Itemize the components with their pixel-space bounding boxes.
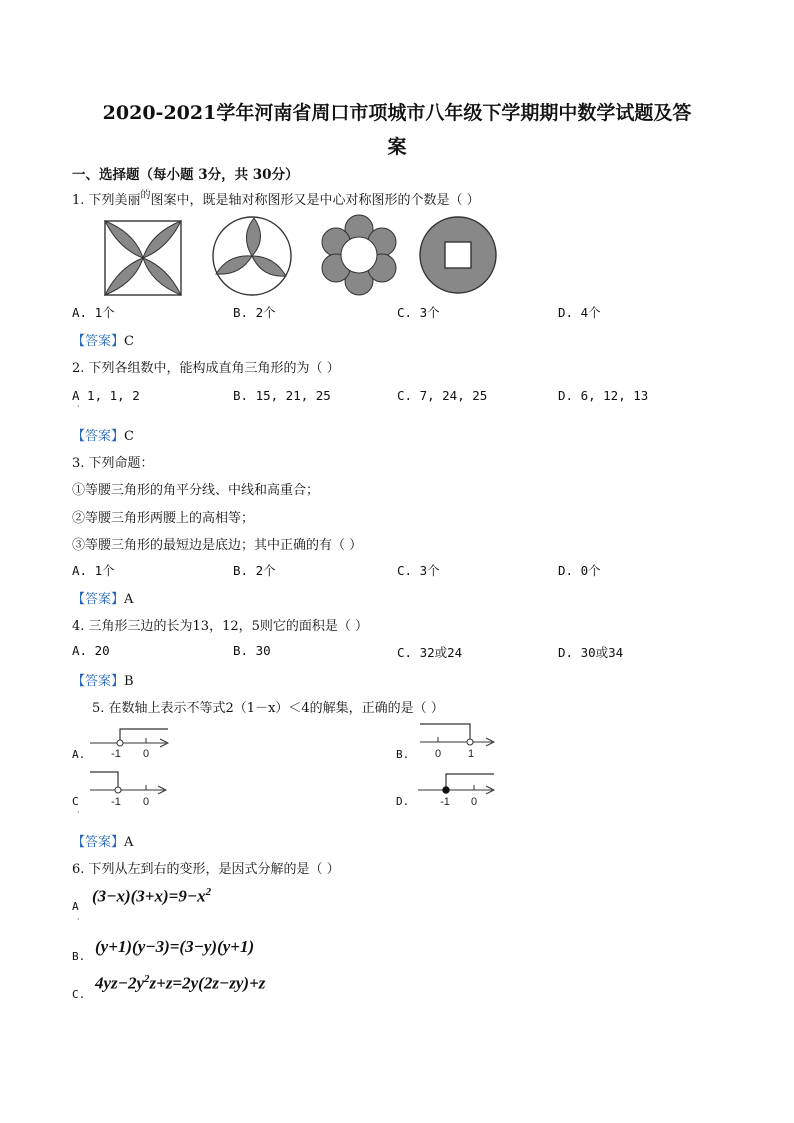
q5-number-line-d: [416, 769, 498, 807]
q2-option-b: B. 15, 21, 25: [233, 388, 331, 403]
q6-formula-c-part2: z+z=2y(2z−zy)+z: [149, 973, 266, 993]
q3-option-c: C. 3个: [397, 563, 440, 578]
q5-d-tick-2: 0: [470, 796, 478, 807]
q6-formula-a-exp: 2: [205, 886, 212, 898]
question-2-stem: 2. 下列各组数中，能构成直角三角形的为（ ）: [72, 361, 340, 376]
q2-answer-value: C: [124, 429, 134, 444]
q2-dot-mark: ·: [77, 402, 80, 411]
q3-statement-1: ①等腰三角形的角平分线、中线和高重合；: [72, 483, 320, 498]
figure-coin: [418, 213, 498, 297]
section-heading: 一、选择题（每小题 3分，共 30分）: [72, 167, 299, 183]
q4-option-b: B. 30: [233, 643, 271, 658]
q5-b-tick-2: 1: [467, 748, 475, 759]
q5-answer-value: A: [124, 835, 134, 850]
q5-b-tick-1: 0: [434, 748, 442, 759]
q5-number-line-a: [88, 723, 172, 759]
q4-option-c: C. 32或24: [397, 645, 463, 660]
q3-answer-value: A: [124, 592, 134, 607]
q5-answer: [72, 831, 133, 850]
q2-answer: [72, 425, 134, 444]
q5-number-line-c: [88, 769, 170, 807]
q5-option-b-label: B.: [396, 748, 410, 761]
q6-formula-c: [95, 973, 265, 994]
q5-option-a-label: A.: [72, 748, 86, 761]
q5-option-d-label: D.: [396, 795, 410, 808]
q1-option-d: D. 4个: [558, 305, 601, 320]
q6-option-b-label: B.: [72, 950, 86, 963]
figure-square-leaves: [103, 219, 183, 297]
question-5-stem: 5. 在数轴上表示不等式2（1－x）＜4的解集，正确的是（ ）: [92, 701, 444, 716]
question-1-stem-part2: 图案中，既是轴对称图形又是中心对称图形的个数是（ ）: [150, 193, 480, 208]
q4-option-d: D. 30或34: [558, 645, 624, 660]
q2-option-a: A 1, 1, 2: [72, 388, 140, 403]
q5-c-tick-1: -1: [111, 796, 121, 807]
q1-answer-value: C: [124, 334, 134, 349]
q6-formula-a: [92, 886, 211, 907]
q5-dot-mark: ·: [77, 808, 80, 817]
q5-d-tick-1: -1: [440, 796, 450, 807]
q6-formula-b: (y+1)(y−3)=(3−y)(y+1): [95, 937, 255, 956]
q5-number-line-b: [418, 721, 498, 759]
q4-answer-value: B: [124, 674, 134, 689]
page-title-line2: 案: [387, 136, 407, 158]
q6-formula-a-main: (3−x)(3+x)=9−x: [92, 886, 206, 906]
question-3-stem: 3. 下列命题：: [72, 456, 154, 471]
q4-option-a: A. 20: [72, 643, 110, 658]
q3-option-a: A. 1个: [72, 563, 115, 578]
q6-dot-mark: ·: [77, 915, 80, 924]
q5-a-tick-1: -1: [111, 748, 121, 759]
q5-c-tick-2: 0: [142, 796, 150, 807]
question-4-stem: 4. 三角形三边的长为13，12，5则它的面积是（ ）: [72, 619, 369, 634]
q3-option-b: B. 2个: [233, 563, 276, 578]
q2-option-d: D. 6, 12, 13: [558, 388, 649, 403]
q3-answer: [72, 588, 133, 607]
q5-a-tick-2: 0: [142, 748, 150, 759]
q1-option-b: B. 2个: [233, 305, 276, 320]
answer-tag: 【答案】: [72, 592, 125, 607]
q2-option-c: C. 7, 24, 25: [397, 388, 488, 403]
q3-option-d: D. 0个: [558, 563, 601, 578]
answer-tag: 【答案】: [72, 674, 125, 689]
q1-option-c: C. 3个: [397, 305, 440, 320]
figure-circle-blades: [210, 214, 294, 298]
q1-option-a: A. 1个: [72, 305, 115, 320]
answer-tag: 【答案】: [72, 334, 125, 349]
q4-answer: [72, 670, 134, 689]
answer-tag: 【答案】: [72, 835, 125, 850]
q1-answer: [72, 330, 134, 349]
q6-option-c-label: C.: [72, 988, 86, 1001]
figure-flower: [318, 213, 400, 297]
q6-formula-c-exp: 2: [144, 973, 150, 985]
question-1-stem-part1: 1. 下列美丽: [72, 193, 141, 208]
q5-option-c-label: C: [72, 795, 79, 808]
q3-statement-2: ②等腰三角形两腰上的高相等；: [72, 511, 255, 526]
page-title-line1: 2020-2021学年河南省周口市项城市八年级下学期期中数学试题及答: [102, 102, 692, 124]
question-1-stem-sup: 的: [140, 190, 151, 201]
q6-formula-c-part1: 4yz−2y: [95, 973, 145, 993]
question-6-stem: 6. 下列从左到右的变形，是因式分解的是（ ）: [72, 862, 340, 877]
answer-tag: 【答案】: [72, 429, 125, 444]
question-1-stem: [72, 189, 480, 208]
q6-option-a-label: A: [72, 900, 79, 913]
q3-statement-3: ③等腰三角形的最短边是底边；其中正确的有（ ）: [72, 538, 363, 553]
